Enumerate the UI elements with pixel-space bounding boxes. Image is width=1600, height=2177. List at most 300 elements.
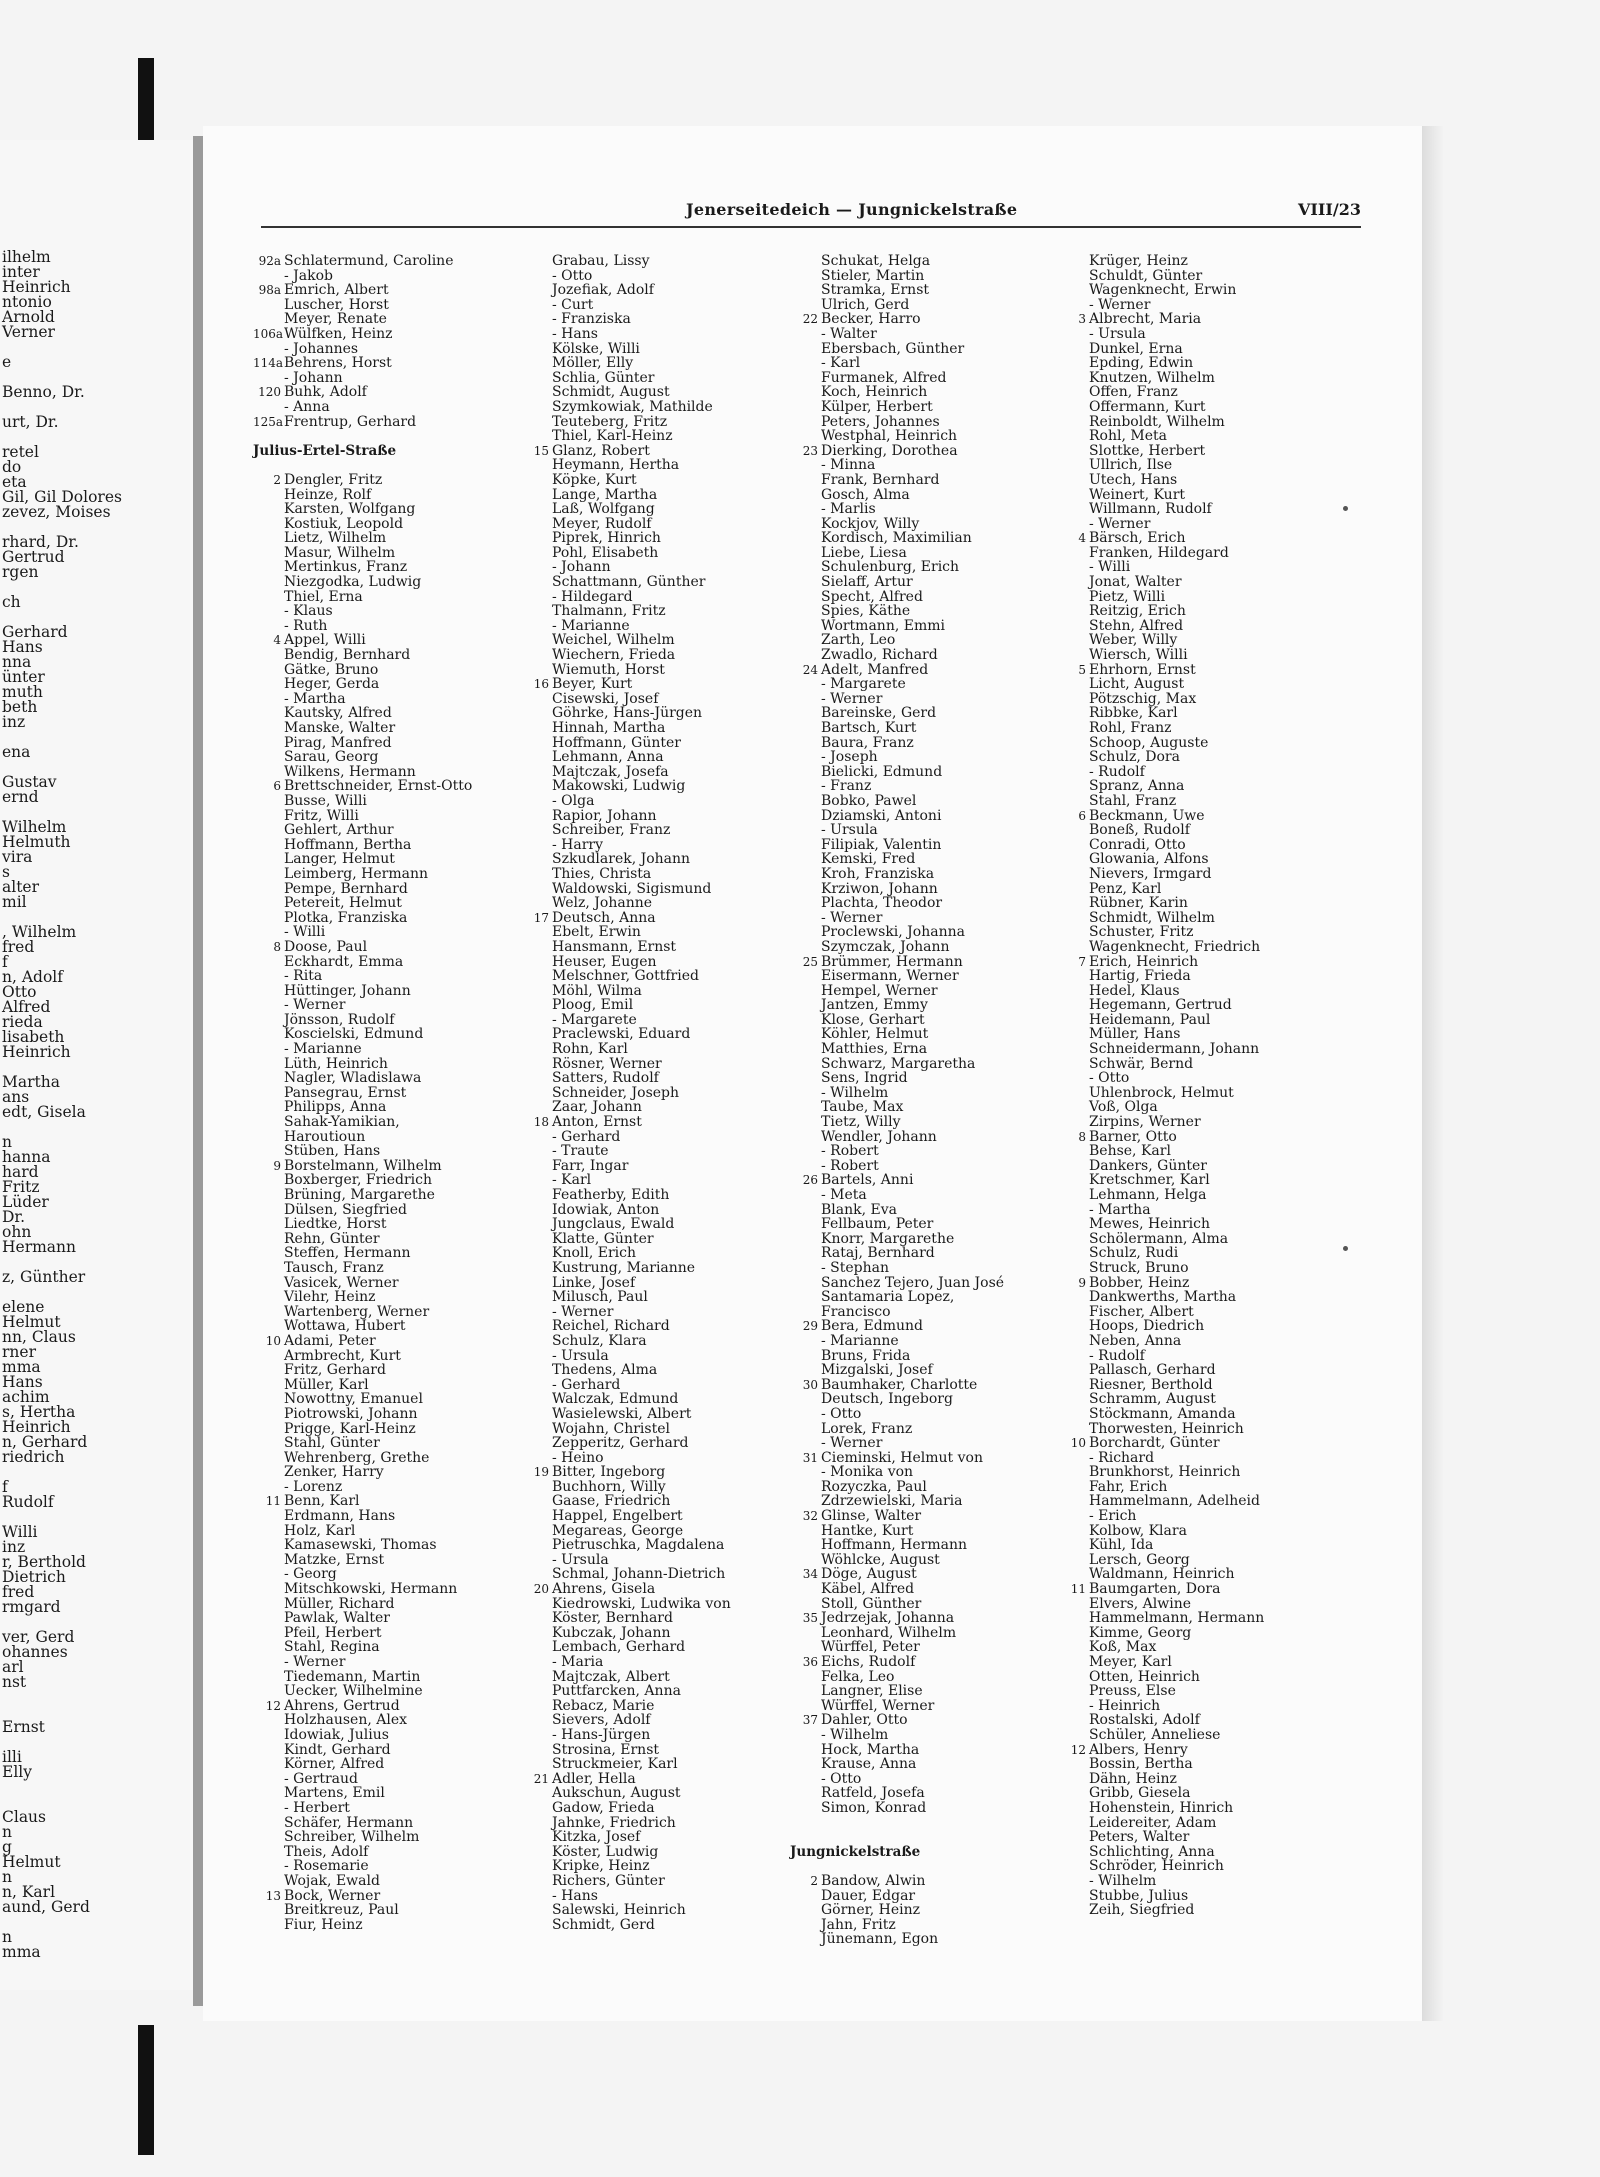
resident-entry [521,1422,786,1437]
resident-name: Wiersch, Willi [1089,647,1188,664]
house-number: 12 [265,1698,281,1713]
resident-name: Slottke, Herbert [1089,442,1206,459]
resident-entry [1058,488,1323,503]
resident-entry [521,779,786,794]
resident-entry [521,1538,786,1553]
house-number: 10 [265,1333,281,1348]
resident-entry [1058,1524,1323,1539]
resident-entry [1058,1261,1323,1276]
left-fragment-line: Alfred [2,998,51,1016]
resident-entry [521,458,786,473]
resident-name: Schröder, Heinrich [1089,1858,1224,1875]
left-fragment-line: Heinrich [2,278,71,296]
resident-entry [1058,1013,1323,1028]
resident-name: Kripke, Heinz [552,1858,650,1875]
resident-name: - Hans [552,325,598,342]
resident-name: Weber, Willy [1089,632,1178,649]
resident-name: - Willi [284,924,326,941]
resident-entry [521,867,786,882]
resident-name: Peters, Walter [1089,1829,1190,1846]
resident-entry [790,1378,1055,1393]
resident-entry [253,633,518,648]
left-fragment-line: edt, Gisela [2,1103,86,1121]
resident-entry [1058,546,1323,561]
resident-name: - Walter [821,325,877,342]
resident-name: - Minna [821,457,876,474]
resident-name: Rübner, Karin [1089,895,1188,912]
resident-name: Sahak-Yamikian, [284,1114,400,1131]
resident-entry [521,1451,786,1466]
resident-entry [790,838,1055,853]
resident-entry [521,1772,786,1787]
resident-entry [253,1232,518,1247]
resident-name: Riesner, Berthold [1089,1376,1213,1393]
left-fragment-line [2,340,122,355]
resident-name: Sarau, Georg [284,749,379,766]
resident-entry [790,1553,1055,1568]
resident-entry [253,1027,518,1042]
resident-name: Heidemann, Paul [1089,1011,1211,1028]
left-fragment-line: Hermann [2,1238,77,1256]
resident-name: Zarth, Leo [821,632,896,649]
resident-name: Nowottny, Emanuel [284,1391,423,1408]
left-fragment-line: ilhelm [2,248,51,266]
resident-name: - Otto [1089,1070,1130,1087]
house-number: 13 [265,1888,281,1903]
resident-name: - Heino [552,1449,604,1466]
resident-name: Langner, Elise [821,1683,923,1700]
resident-name: Baura, Franz [821,734,914,751]
resident-entry [253,1246,518,1261]
resident-entry [521,517,786,532]
house-number: 19 [533,1465,549,1480]
resident-name: Adelt, Manfred [821,661,929,678]
resident-name: Kordisch, Maximilian [821,530,972,547]
left-fragment-line: Heinrich [2,1418,71,1436]
resident-entry [253,356,518,371]
resident-name: Jonat, Walter [1089,574,1182,591]
resident-entry [1058,1217,1323,1232]
resident-entry [1058,911,1323,926]
resident-entry [1058,779,1323,794]
resident-entry [1058,269,1323,284]
resident-name: Thiel, Karl-Heinz [552,428,673,445]
resident-entry [253,779,518,794]
resident-name: Schmidt, Wilhelm [1089,909,1215,926]
resident-name: Schulz, Klara [552,1332,647,1349]
house-number: 21 [533,1771,549,1786]
resident-entry [521,794,786,809]
resident-name: Rohl, Meta [1089,428,1167,445]
resident-entry [253,1349,518,1364]
resident-name: - Joseph [821,749,878,766]
resident-entry [253,1874,518,1889]
resident-entry [253,473,518,488]
resident-entry [790,882,1055,897]
resident-name: Schwär, Bernd [1089,1055,1194,1072]
house-number: 11 [265,1494,281,1509]
resident-entry [790,1276,1055,1291]
resident-entry [253,1290,518,1305]
resident-entry [253,1494,518,1509]
resident-name: Ebelt, Erwin [552,924,641,941]
left-fragment-line: mil [2,893,27,911]
resident-entry [521,1276,786,1291]
resident-name: - Franz [821,778,872,795]
street-heading [790,1845,1055,1860]
resident-name: Kretschmer, Karl [1089,1172,1210,1189]
resident-entry [1058,1699,1323,1714]
resident-entry [253,1057,518,1072]
resident-name: Eckhardt, Emma [284,953,404,970]
resident-name: Heinze, Rolf [284,486,372,503]
resident-entry [1058,663,1323,678]
resident-entry [1058,590,1323,605]
resident-name: - Willi [1089,559,1131,576]
resident-entry [790,1305,1055,1320]
resident-entry [1058,1071,1323,1086]
resident-entry [253,1100,518,1115]
resident-entry [1058,867,1323,882]
resident-name: - Werner [1089,296,1151,313]
resident-name: Masur, Wilhelm [284,544,396,561]
resident-entry [1058,1757,1323,1772]
header-title: Jenerseitedeich — Jungnickelstraße [686,200,1018,219]
resident-entry [253,1845,518,1860]
resident-entry [253,458,518,473]
resident-name: Uhlenbrock, Helmut [1089,1084,1234,1101]
resident-entry [790,1713,1055,1728]
resident-entry [790,1217,1055,1232]
left-fragment-line: Rudolf [2,1493,54,1511]
resident-entry [1058,1042,1323,1057]
resident-name: Wehrenberg, Grethe [284,1449,430,1466]
resident-name: Fahr, Erich [1089,1478,1168,1495]
house-number: 30 [802,1377,818,1392]
resident-name: Vilehr, Heinz [284,1289,376,1306]
resident-name: Rapior, Johann [552,807,657,824]
resident-name: Szymczak, Johann [821,938,950,955]
resident-entry [253,1188,518,1203]
resident-name: Thiel, Erna [284,588,363,605]
resident-entry [1058,896,1323,911]
resident-name: Schulenburg, Erich [821,559,960,576]
resident-name: Bruns, Frida [821,1347,911,1364]
resident-name: Rohl, Franz [1089,720,1172,736]
resident-entry [253,254,518,269]
resident-entry [790,415,1055,430]
resident-name: - Meta [821,1187,867,1203]
resident-name: Schukat, Helga [821,253,931,269]
resident-entry [1058,1159,1323,1174]
resident-entry [1058,1100,1323,1115]
resident-name: Dierking, Dorothea [821,442,958,459]
resident-entry [521,400,786,415]
resident-entry [790,1086,1055,1101]
resident-name: Spranz, Anna [1089,778,1185,795]
resident-entry [1058,1845,1323,1860]
resident-entry [521,1918,786,1933]
column-1 [253,254,518,1932]
resident-entry [521,429,786,444]
resident-name: Hoffmann, Bertha [284,836,412,853]
resident-entry [253,1786,518,1801]
resident-name: Melschner, Gottfried [552,968,699,985]
resident-entry [253,925,518,940]
resident-name: - Hans [552,1887,598,1904]
resident-entry [521,1640,786,1655]
resident-entry [253,765,518,780]
resident-entry [253,1684,518,1699]
resident-entry [790,1626,1055,1641]
resident-entry [521,1319,786,1334]
resident-entry [790,750,1055,765]
resident-entry [521,969,786,984]
resident-name: Hoops, Diedrich [1089,1318,1205,1335]
house-number: 10 [1070,1436,1086,1451]
resident-entry [790,269,1055,284]
resident-name: Holzhausen, Alex [284,1712,408,1729]
resident-name: Klatte, Günter [552,1230,654,1247]
resident-name: Salewski, Heinrich [552,1902,686,1919]
resident-entry [790,1757,1055,1772]
resident-entry [521,1816,786,1831]
house-number: 8 [273,939,281,954]
resident-entry [521,254,786,269]
resident-entry [253,896,518,911]
running-header [261,196,1361,224]
resident-entry [790,1057,1055,1072]
resident-entry [521,911,786,926]
resident-entry [521,590,786,605]
resident-entry [1058,1801,1323,1816]
resident-name: Stahl, Regina [284,1639,380,1656]
resident-name: Meyer, Karl [1089,1654,1172,1670]
resident-name: Walczak, Edmund [552,1391,679,1408]
resident-name: Hartig, Frieda [1089,968,1191,985]
resident-name: Glowania, Alfons [1089,851,1209,868]
resident-entry [253,1480,518,1495]
resident-entry [790,969,1055,984]
resident-name: Möller, Elly [552,355,634,372]
resident-name: Benn, Karl [284,1493,360,1510]
resident-name: Richers, Günter [552,1872,665,1889]
resident-entry [521,1349,786,1364]
house-number: 125a [253,414,284,429]
left-fragment-line: Dr. [2,1208,26,1226]
resident-entry [253,648,518,663]
resident-entry [790,1611,1055,1626]
resident-name: Stüben, Hans [284,1143,381,1160]
resident-name: Kubczak, Johann [552,1624,671,1641]
resident-name: Otten, Heinrich [1089,1668,1200,1685]
left-fragment-line: s [2,863,10,881]
resident-entry [521,1217,786,1232]
left-fragment-line: vira [2,848,33,866]
resident-entry [790,1159,1055,1174]
resident-name: Struck, Bruno [1089,1259,1189,1276]
left-fragment-line: elene [2,1298,45,1316]
resident-entry [1058,1027,1323,1042]
resident-name: Bobko, Pawel [821,792,917,809]
resident-entry [253,1509,518,1524]
resident-name: Beyer, Kurt [552,676,633,693]
left-fragment-line: urt, Dr. [2,413,59,431]
left-fragment-line: , Wilhelm [2,923,77,941]
resident-name: - Werner [284,997,346,1014]
left-fragment-line: Verner [2,323,55,341]
resident-name: - Karl [552,1172,592,1189]
resident-name: Schulz, Dora [1089,749,1180,766]
resident-entry [1058,1290,1323,1305]
column-4 [1058,254,1323,1918]
resident-entry [790,1655,1055,1670]
resident-name: Baumhaker, Charlotte [821,1376,978,1393]
resident-name: Wartenberg, Werner [284,1303,430,1320]
resident-entry [253,736,518,751]
resident-name: Manske, Walter [284,720,396,736]
resident-entry [1058,823,1323,838]
left-fragment-line [2,1780,122,1795]
resident-entry [790,1932,1055,1947]
resident-name: Jahnke, Friedrich [552,1814,676,1831]
resident-name: - Marianne [552,617,630,634]
resident-name: Stubbe, Julius [1089,1887,1189,1904]
resident-name: Behrens, Horst [284,355,392,372]
resident-entry [253,867,518,882]
resident-name: Waldmann, Heinrich [1089,1566,1235,1583]
resident-entry [790,1889,1055,1904]
resident-entry [521,633,786,648]
resident-name: Krause, Anna [821,1756,917,1773]
resident-entry [253,1144,518,1159]
resident-name: Cieminski, Helmut von [821,1449,983,1466]
resident-name: Heger, Gerda [284,676,380,693]
left-fragment-line: nna [2,653,32,671]
resident-name: - Jakob [284,267,334,284]
resident-entry [1058,283,1323,298]
resident-entry [253,1918,518,1933]
house-number: 92a [258,254,281,268]
house-number: 114a [253,356,284,371]
street-name: Julius-Ertel-Straße [253,442,397,459]
resident-entry [790,1874,1055,1889]
resident-entry [253,298,518,313]
resident-name: - Werner [821,909,883,926]
resident-name: Gribb, Giesela [1089,1785,1191,1802]
left-fragment-line: Gerhard [2,623,68,641]
resident-entry [521,882,786,897]
resident-entry [790,1203,1055,1218]
house-number: 25 [802,954,818,969]
resident-name: Utech, Hans [1089,471,1178,488]
resident-entry [521,415,786,430]
resident-entry [790,385,1055,400]
header-rule [261,226,1361,228]
resident-entry [790,1801,1055,1816]
resident-entry [790,867,1055,882]
resident-entry [521,896,786,911]
left-fragment-line: arl [2,1658,24,1676]
resident-name: Strosina, Ernst [552,1741,660,1758]
resident-entry [1058,677,1323,692]
resident-entry [790,1071,1055,1086]
resident-name: Buchhorn, Willy [552,1478,666,1495]
resident-name: Bobber, Heinz [1089,1274,1190,1291]
resident-entry [253,1071,518,1086]
resident-entry [253,1801,518,1816]
resident-name: Döge, August [821,1566,917,1583]
resident-name: Lüth, Heinrich [284,1055,388,1072]
resident-entry [253,1115,518,1130]
house-number: 2 [273,472,281,487]
resident-entry [521,940,786,955]
resident-name: Reichel, Richard [552,1318,670,1335]
resident-name: - Werner [552,1303,614,1320]
resident-name: Conradi, Otto [1089,836,1186,853]
house-number: 12 [1070,1742,1086,1757]
resident-name: Bartsch, Kurt [821,720,917,736]
resident-entry [253,488,518,503]
resident-entry [1058,1246,1323,1261]
resident-name: - Marianne [284,1041,362,1058]
resident-name: Müller, Richard [284,1595,395,1612]
resident-entry [521,1743,786,1758]
left-fragment-line: Claus [2,1808,46,1826]
resident-entry [1058,1655,1323,1670]
resident-name: Frank, Bernhard [821,471,940,488]
resident-entry [521,298,786,313]
left-fragment-line: ohannes [2,1643,68,1661]
left-fragment-line: Hans [2,638,43,656]
resident-name: Sielaff, Artur [821,574,913,591]
resident-entry [790,940,1055,955]
resident-name: Doose, Paul [284,938,368,955]
resident-name: Anton, Ernst [552,1114,642,1131]
resident-entry [521,1874,786,1889]
resident-entry [790,1173,1055,1188]
resident-name: - Martha [1089,1201,1151,1218]
resident-entry [253,706,518,721]
resident-entry [1058,692,1323,707]
resident-name: Reitzig, Erich [1089,603,1186,620]
house-number: 23 [802,443,818,458]
resident-entry [790,283,1055,298]
resident-entry [1058,1378,1323,1393]
resident-entry [1058,1465,1323,1480]
resident-entry [1058,1509,1323,1524]
resident-name: Pietz, Willi [1089,588,1166,605]
resident-name: Happel, Engelbert [552,1508,683,1525]
left-fragment-line: ans [2,1088,30,1106]
house-number: 4 [1078,531,1086,546]
resident-name: Görner, Heinz [821,1902,921,1919]
resident-entry [1058,298,1323,313]
resident-name: Zaar, Johann [552,1099,642,1116]
resident-name: Milusch, Paul [552,1289,648,1306]
resident-name: Schreiber, Wilhelm [284,1829,420,1846]
resident-entry [790,254,1055,269]
resident-entry [253,1392,518,1407]
resident-entry [253,415,518,430]
resident-name: - Werner [821,690,883,707]
resident-name: Stahl, Franz [1089,792,1177,809]
resident-entry [1058,1319,1323,1334]
resident-entry [790,896,1055,911]
left-fragment-line: Willi [2,1523,38,1541]
resident-name: - Rudolf [1089,763,1145,780]
resident-entry [790,488,1055,503]
